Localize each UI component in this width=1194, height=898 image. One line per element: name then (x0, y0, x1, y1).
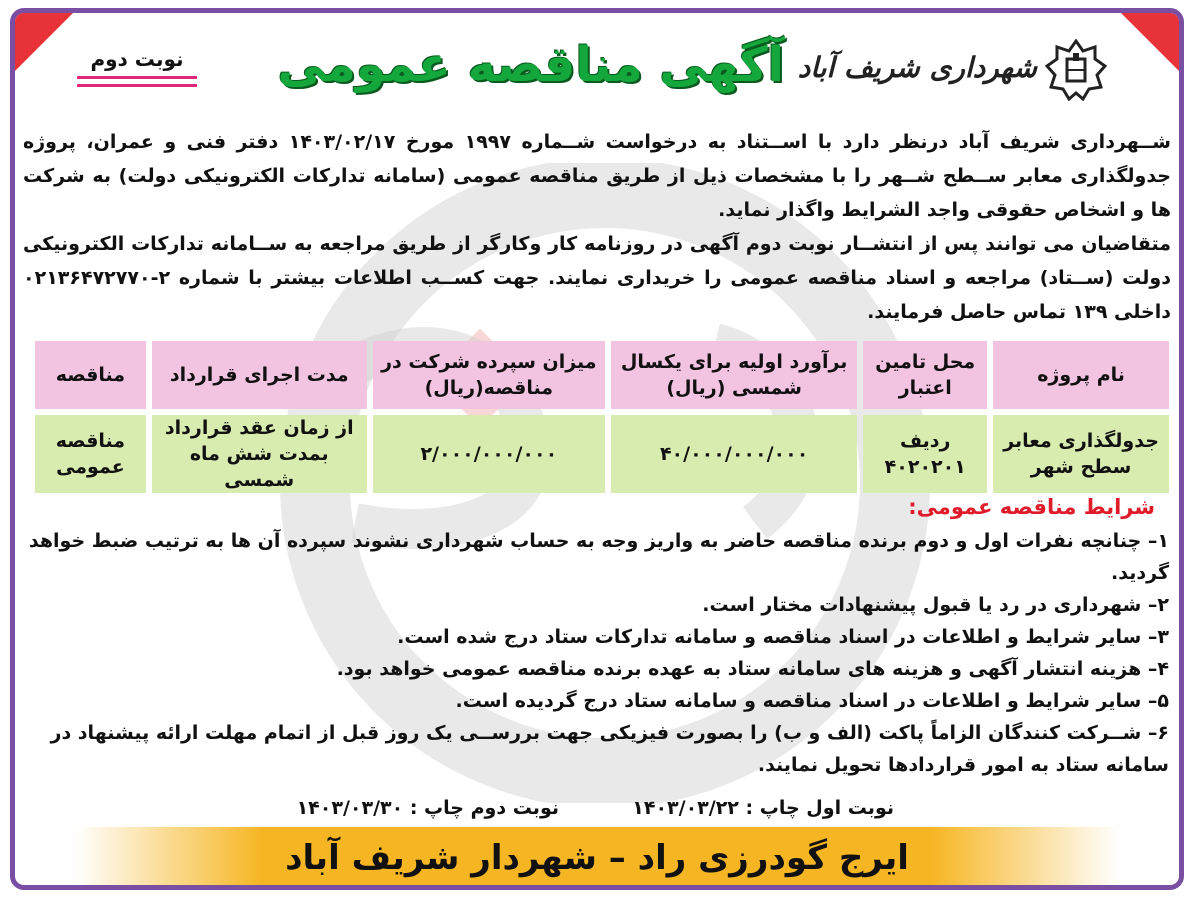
intro-paragraph-1: شــهرداری شریف آباد درنظر دارد با اســتناد به درخواست شــماره ۱۹۹۷ مورخ ۱۴۰۳/۰۲/۱۷ دفتر فنی و عمران، پروژه جدولگذاری معابر ســطح شــهر را با مشخصات ذیل از طریق مناقصه عمومی (سامانه تدارکات الکترونیکی دولت) به شرکت ها و اشخاص حقوقی واجد الشرایط واگذار نماید. (23, 131, 1171, 221)
condition-item: ۶– شــرکت کنندگان الزاماً پاکت (الف و ب) را بصورت فیزیکی جهت بررســی یک روز قبل از اتمام مهلت ارائه پیشنهاد در سامانه ستاد به امور قراردادها تحویل نمایند. (50, 722, 1169, 776)
tender-table (29, 335, 1175, 499)
cell-contract-duration: از زمان عقد قرارداد بمدت شش ماه شمسی (152, 415, 367, 493)
header-contract-duration: مدت اجرای قرارداد (152, 341, 367, 409)
cell-deposit: ۲/۰۰۰/۰۰۰/۰۰۰ (373, 415, 605, 493)
header-funding-source: محل تامین اعتبار (863, 341, 987, 409)
intro-text (23, 125, 1171, 329)
header-deposit: میزان سپرده شرکت در مناقصه(ریال) (373, 341, 605, 409)
notice-frame (10, 8, 1184, 890)
intro-paragraph-2: متقاضیان می توانند پس از انتشــار نوبت دوم آگهی در روزنامه کار وکارگر از طریق مراجعه به ســامانه تدارکات الکترونیکی دولت (ســتاد) مراجعه و اسناد مناقصه عمومی را خریداری نمایند. جهت کســب اطلاعات بیشتر با شماره ۲-۰۲۱۳۶۴۷۲۷۷۰ داخلی ۱۳۹ تماس حاصل فرمایند. (23, 233, 1171, 323)
condition-item: ۱– چنانچه نفرات اول و دوم برنده مناقصه حاضر به واریز وجه به حساب شهرداری نشوند سپرده آن ها به ترتیب ضبط خواهد گردید. (28, 530, 1169, 584)
header-tender-type: مناقصه (35, 341, 146, 409)
page-title: آگهی مناقصه عمومی (277, 37, 784, 93)
cell-initial-estimate: ۴۰/۰۰۰/۰۰۰/۰۰۰ (611, 415, 857, 493)
org-name: شهرداری شریف آباد (797, 51, 1037, 84)
footer-bar (75, 827, 1119, 889)
header-initial-estimate: برآورد اولیه برای یکسال شمسی (ریال) (611, 341, 857, 409)
second-print-date: نوبت دوم چاپ : ۱۴۰۳/۰۳/۳۰ (296, 797, 559, 819)
cell-funding-source: ردیف ۴۰۲۰۲۰۱ (863, 415, 987, 493)
mayor-signature: ایرج گودرزی راد – شهردار شریف آباد (285, 838, 909, 878)
header (15, 19, 1179, 119)
table-header-row (35, 341, 1169, 409)
conditions-list (25, 525, 1169, 781)
header-project-name: نام پروژه (993, 341, 1169, 409)
cell-project-name: جدولگذاری معابر سطح شهر (993, 415, 1169, 493)
condition-item: ۵– سایر شرایط و اطلاعات در اسناد مناقصه و سامانه ستاد درج گردیده است. (455, 690, 1169, 712)
condition-item: ۲– شهرداری در رد یا قبول پیشنهادات مختار است. (702, 594, 1169, 616)
condition-item: ۴– هزینه انتشار آگهی و هزینه های سامانه ستاد به عهده برنده مناقصه عمومی خواهد بود. (336, 658, 1169, 680)
print-dates (297, 797, 894, 819)
condition-item: ۳– سایر شرایط و اطلاعات در اسناد مناقصه و سامانه تدارکات ستاد درج شده است. (397, 626, 1169, 648)
first-print-date: نوبت اول چاپ : ۱۴۰۳/۰۳/۲۲ (632, 797, 894, 819)
cell-tender-type: مناقصه عمومی (35, 415, 146, 493)
round-badge (77, 47, 197, 87)
conditions-title: شرایط مناقصه عمومی: (908, 495, 1155, 519)
table-row (35, 415, 1169, 493)
badge-underline (77, 76, 197, 79)
badge-underline (77, 84, 197, 87)
round-badge-label: نوبت دوم (90, 47, 184, 71)
municipality-emblem-icon (1045, 39, 1107, 101)
